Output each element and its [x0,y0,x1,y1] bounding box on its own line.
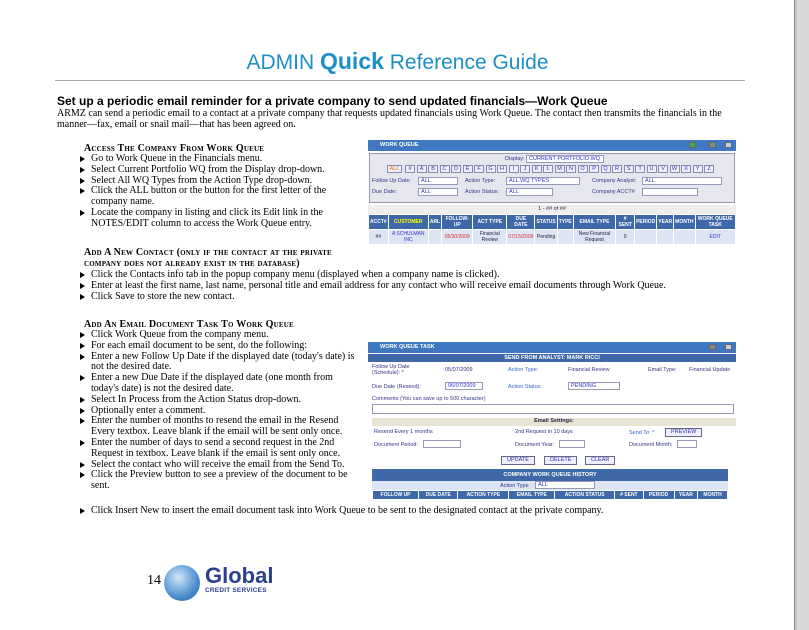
section-heading: Set up a periodic email reminder for a private company to send updated financials—Work Queue [57,94,608,108]
email-settings-header: Email Settings: [372,418,736,426]
preview-button[interactable]: PREVIEW [665,428,702,437]
letter-button[interactable]: O [578,165,588,173]
list-item: Enter at least the first name, last name, personal title and email address for any contact who will receive email documents through Work Queue. [80,281,740,292]
letter-button[interactable]: V [658,165,668,173]
table-cell: 06/30/2009 [442,230,473,245]
action-type-label: Action Type: [508,367,539,373]
column-header[interactable]: ACTION STATUS [555,491,615,500]
list-item: Enter the number of days to send a second request in the 2nd Request in textbox. Leave blank if the email is sent only once. [80,438,362,460]
excel-icon[interactable] [689,142,696,148]
letter-button[interactable]: Q [601,165,611,173]
letter-button[interactable]: H [497,165,507,173]
list-item: Go to Work Queue in the Financials menu. [80,154,362,165]
letter-button[interactable]: D [451,165,461,173]
letter-button[interactable]: C [440,165,450,173]
column-header[interactable]: MONTH [674,215,695,230]
letter-button[interactable]: B [428,165,438,173]
work-queue-screenshot [368,140,736,253]
document-month-label: Document Month: [629,442,673,448]
action-type-label: Action Type: [465,178,496,184]
list-item: Select the contact who will receive the email from the Send To. [80,460,362,471]
filter-panel [369,153,735,203]
list-item: Click Save to store the new contact. [80,292,740,303]
column-header[interactable]: ACTION TYPE [458,491,509,500]
action-status-label: Action Status: [465,189,499,195]
analyst-select[interactable]: ALL [642,177,722,185]
list-item: Click the ALL button or the button for the first letter of the company name. [80,186,362,208]
paging: 1 - ## of ## [368,205,736,214]
column-header[interactable]: FOLLOW-UP [442,215,473,230]
document-period-input[interactable] [423,440,461,448]
page-title: ADMIN Quick Reference Guide [246,48,549,74]
list-item: Select In Process from the Action Status drop-down. [80,395,362,406]
table-row [369,230,736,245]
send-to-label: Send To: * [629,430,655,436]
table-cell [657,230,674,245]
list-item: For each email document to be sent, do the following: [80,341,362,352]
follow-up-value: 05/07/2009 [445,367,473,373]
table-cell: New Financial Request [573,230,615,245]
email-type-label: Email Type: [648,367,677,373]
letter-button[interactable]: N [566,165,576,173]
work-queue-table [368,214,736,245]
action-type-select[interactable]: ALL WQ TYPES [506,177,580,185]
analyst-banner: SEND FROM ANALYST: MARK RICCI [368,354,736,362]
table-cell [635,230,657,245]
table-cell: ## [369,230,389,245]
letter-buttons [387,165,716,173]
table-cell [428,230,441,245]
list-item: Enter a new Follow Up Date if the displayed date (today's date) is not the desired date. [80,352,362,374]
viewer-background [797,0,809,630]
action-status-select[interactable]: ALL [506,188,553,196]
document-year-label: Document Year: [515,442,555,448]
table-cell[interactable]: EDIT [695,230,736,245]
column-header[interactable]: WORK QUEUE TASK [695,215,736,230]
history-filter [372,481,728,490]
resend-every: Resend Every 1 months [374,429,433,435]
table-cell[interactable]: A SCHULMAN INC [388,230,428,245]
display-select[interactable]: CURRENT PORTFOLIO WQ [526,155,604,163]
history-action-type-label: Action Type [500,483,529,489]
page-number: 14 [147,573,161,588]
analyst-label: Company Analyst: [592,178,637,184]
all-button[interactable]: ALL [387,165,402,173]
letter-button[interactable]: Y [693,165,703,173]
letter-button[interactable]: # [405,165,415,173]
comments-label: Comments (You can save up to 500 character) [372,396,486,402]
history-header: COMPANY WORK QUEUE HISTORY [372,469,728,481]
list-item: Click Work Queue from the company menu. [80,330,362,341]
column-header[interactable]: EMAIL TYPE [573,215,615,230]
column-header[interactable]: ACCT# [369,215,389,230]
due-date-input[interactable]: 06/07/2009 [445,382,483,390]
letter-button[interactable]: P [589,165,599,173]
globe-logo-icon [164,565,200,601]
section-title-email-task: Add An Email Document Task To Work Queue [84,319,294,330]
column-header[interactable]: DUE DATE [419,491,458,500]
letter-button[interactable]: E [463,165,473,173]
letter-button[interactable]: Z [704,165,714,173]
list-item: Click Insert New to insert the email document task into Work Queue to be sent to the designated contact at the private company. [80,506,740,517]
list-item: Locate the company in listing and click its Edit link in the NOTES/EDIT column to access the Work Queue entry. [80,208,362,230]
due-date-select[interactable]: ALL [418,188,458,196]
list-item: Click the Preview button to see a preview of the document to be sent. [80,470,362,492]
letter-button[interactable]: K [532,165,542,173]
table-cell: 0 [616,230,635,245]
follow-up-label: Follow Up Date (Schedule): * [372,364,410,376]
acct-label: Company ACCT# [592,189,635,195]
column-header[interactable]: # SENT [615,491,644,500]
clear-button[interactable]: CLEAR [585,456,615,465]
second-request: 2nd Request in 10 days [515,429,573,435]
print-icon[interactable] [709,142,716,148]
column-header[interactable]: TYPE [557,215,573,230]
letter-button[interactable]: U [647,165,657,173]
list-item: Select All WQ Types from the Action Type drop-down. [80,176,362,187]
letter-button[interactable]: X [681,165,691,173]
document-year-select[interactable] [559,440,585,448]
contact-steps [80,270,740,302]
history-table [372,490,728,500]
letter-button[interactable]: I [509,165,519,173]
column-header[interactable]: PERIOD [643,491,674,500]
column-header[interactable]: DUE DATE [507,215,535,230]
column-header[interactable]: STATUS [535,215,557,230]
column-header[interactable]: # SENT [616,215,635,230]
letter-button[interactable]: S [624,165,634,173]
letter-button[interactable]: L [543,165,553,173]
letter-button[interactable]: F [474,165,484,173]
table-cell: 07/15/2009 [507,230,535,245]
table-cell: Financial Review [473,230,507,245]
section-title-access: Access The Company From Work Queue [84,143,265,154]
email-type-value: Financial Update [689,367,731,373]
print-icon[interactable] [709,344,716,350]
letter-button[interactable]: A [417,165,427,173]
column-header[interactable]: ARL [428,215,441,230]
column-header[interactable]: ACT TYPE [473,215,507,230]
column-header[interactable]: PERIOD [635,215,657,230]
column-header[interactable]: CUSTOMER [388,215,428,230]
email-task-steps [80,330,362,492]
update-button[interactable]: UPDATE [501,456,535,465]
email-task-final-step [80,506,740,517]
access-steps [80,154,362,230]
company-logo: Global CREDIT SERVICES [205,563,274,594]
display-label: Display: [505,156,525,162]
action-type-value: Financial Review [568,367,610,373]
letter-button[interactable]: M [555,165,565,173]
email-icon[interactable] [725,344,732,350]
column-header[interactable]: MONTH [698,491,728,500]
letter-button[interactable]: G [486,165,496,173]
follow-up-label: Follow Up Date: [372,178,412,184]
work-queue-titlebar: WORK QUEUE [368,140,736,151]
follow-up-select[interactable]: ALL [418,177,458,185]
work-queue-task-screenshot [368,342,736,500]
action-status-label: Action Status: [508,384,542,390]
letter-button[interactable]: W [670,165,680,173]
email-icon[interactable] [725,142,732,148]
intro-text: ARMZ can send a periodic email to a contact at a private company that requests updated financials using Work Queue. The contact then transmits the financials in the manner—fax, email or snail mail—that has been agreed on. [57,108,722,130]
comments-input[interactable] [372,404,734,414]
column-header[interactable]: YEAR [657,215,674,230]
column-header[interactable]: EMAIL TYPE [509,491,555,500]
table-cell [674,230,695,245]
column-header[interactable]: YEAR [674,491,698,500]
letter-button[interactable]: J [520,165,530,173]
history-action-type-select[interactable]: ALL [535,481,595,489]
letter-button[interactable]: T [635,165,645,173]
column-header[interactable]: FOLLOW UP [373,491,419,500]
task-titlebar: WORK QUEUE TASK [368,342,736,353]
divider [55,80,745,81]
document-period-label: Document Period: [374,442,419,448]
list-item: Enter a new Due Date if the displayed date (one month from today's date) is not the desired date. [80,373,362,395]
list-item: Optionally enter a comment. [80,406,362,417]
document-month-select[interactable] [677,440,697,448]
list-item: Click the Contacts info tab in the popup company menu (displayed when a company name is clicked). [80,270,740,281]
delete-button[interactable]: DELETE [544,456,577,465]
action-status-select[interactable]: PENDING [568,382,620,390]
table-cell [557,230,573,245]
section-title-contact: Add A New Contact (only if the contact at the private company does not already exist in the database) [84,247,332,269]
due-date-label: Due Date (Resend): [372,384,421,390]
acct-input[interactable] [642,188,698,196]
table-cell: Pending [535,230,557,245]
due-date-label: Due Date: [372,189,397,195]
list-item: Enter the number of months to resend the email in the Resend Every textbox. Leave blank if the email will be sent only once. [80,416,362,438]
letter-button[interactable]: R [612,165,622,173]
list-item: Select Current Portfolio WQ from the Display drop-down. [80,165,362,176]
